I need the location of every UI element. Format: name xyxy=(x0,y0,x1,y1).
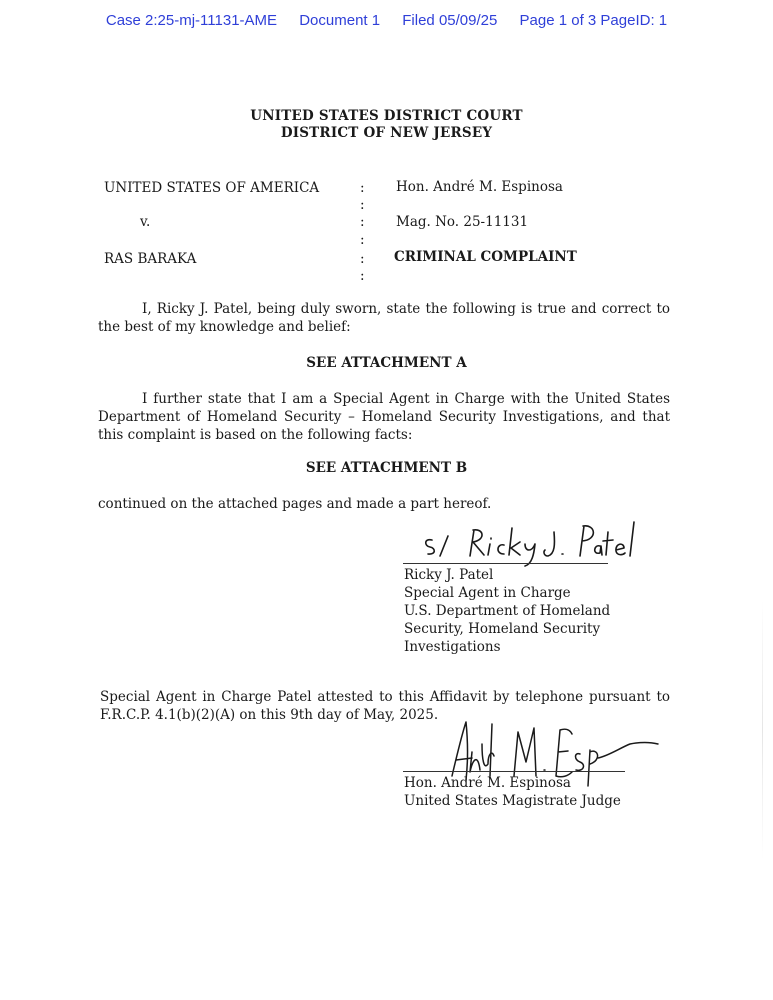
caption-colon: : xyxy=(360,268,365,284)
agent-signature-block xyxy=(404,566,610,656)
page-info: Page 1 of 3 PageID: 1 xyxy=(519,12,668,29)
case-number: Case 2:25-mj-11131-AME xyxy=(105,12,278,29)
judge-title: United States Magistrate Judge xyxy=(404,793,621,809)
agent-signature-line xyxy=(403,563,608,564)
caption-defendant: RAS BARAKA xyxy=(104,251,197,267)
agent-statement: I further state that I am a Special Agent in Charge with the United States Department of Homeland Security – Homeland Security Investigations, and that this complaint is based on the following facts: xyxy=(98,391,670,443)
judge-signature-block xyxy=(404,774,621,810)
caption-colon: : xyxy=(360,214,365,230)
attestation-statement: Special Agent in Charge Patel attested to this Affidavit by telephone pursuant to F.R.C.P. 4.1(b)(2)(A) on this 9th day of May, 2025. xyxy=(100,689,670,723)
agent-agency: U.S. Department of Homeland xyxy=(404,603,611,619)
caption-judge: Hon. André M. Espinosa xyxy=(396,179,563,195)
agent-agency: Investigations xyxy=(404,639,501,655)
filed-date: Filed 05/09/25 xyxy=(402,12,498,29)
attachment-a-heading: SEE ATTACHMENT A xyxy=(306,355,467,371)
judge-signature-line xyxy=(403,771,625,772)
sworn-statement: I, Ricky J. Patel, being duly sworn, state the following is true and correct to the best of my knowledge and belief: xyxy=(98,301,670,335)
agent-title: Special Agent in Charge xyxy=(404,585,571,601)
caption-colon: : xyxy=(360,197,365,213)
agent-name: Ricky J. Patel xyxy=(404,567,494,583)
ecf-header-stamp xyxy=(0,12,773,29)
court-name: UNITED STATES DISTRICT COURT xyxy=(250,108,523,124)
caption-versus: v. xyxy=(140,214,151,230)
continued-statement: continued on the attached pages and made a part hereof. xyxy=(98,496,492,512)
caption-document-type: CRIMINAL COMPLAINT xyxy=(394,249,577,265)
caption-mag-number: Mag. No. 25-11131 xyxy=(396,214,529,230)
court-district: DISTRICT OF NEW JERSEY xyxy=(280,125,493,141)
attachment-b-heading: SEE ATTACHMENT B xyxy=(305,460,468,476)
caption-colon: : xyxy=(360,251,365,267)
agent-handwritten-signature xyxy=(418,508,648,568)
caption-colon: : xyxy=(360,180,365,196)
scan-edge-shadow xyxy=(762,600,763,860)
court-heading xyxy=(0,108,773,142)
caption-plaintiff: UNITED STATES OF AMERICA xyxy=(104,180,320,196)
judge-name: Hon. André M. Espinosa xyxy=(404,775,571,791)
agent-agency: Security, Homeland Security xyxy=(404,621,601,637)
caption-colon: : xyxy=(360,232,365,248)
document-number: Document 1 xyxy=(299,12,381,29)
